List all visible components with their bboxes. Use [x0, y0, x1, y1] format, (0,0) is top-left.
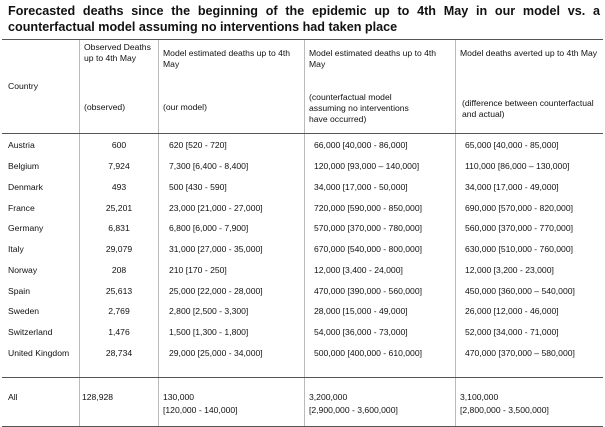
cell-counter: 720,000 [590,000 - 850,000]	[314, 203, 422, 213]
cell-counter: 34,000 [17,000 - 50,000]	[314, 182, 408, 192]
header-model: Model estimated deaths up to 4th May	[163, 48, 291, 69]
cell-counter: 470,000 [390,000 - 560,000]	[314, 286, 422, 296]
cell-observed: 7,924	[108, 161, 130, 171]
total-observed: 128,928	[82, 392, 114, 402]
column-divider	[158, 40, 159, 426]
total-model: 130,000	[163, 392, 195, 402]
cell-model: 2,800 [2,500 - 3,300]	[169, 306, 249, 316]
cell-observed: 25,613	[105, 286, 133, 296]
cell-counter: 28,000 [15,000 - 49,000]	[314, 306, 408, 316]
total-averted-ci: [2,800,000 - 3,500,000]	[460, 405, 549, 415]
cell-country: United Kingdom	[8, 348, 70, 358]
total-counterfactual-ci: [2,900,000 - 3,600,000]	[309, 405, 398, 415]
cell-country: France	[8, 203, 35, 213]
header-counterfactual: Model estimated deaths up to 4th May	[309, 48, 437, 69]
cell-model: 7,300 [6,400 - 8,400]	[169, 161, 249, 171]
cell-averted: 470,000 [370,000 – 580,000]	[465, 348, 575, 358]
header-observed: Observed Deaths up to 4th May	[84, 42, 151, 63]
cell-observed: 25,201	[105, 203, 133, 213]
total-averted: 3,100,000	[460, 392, 499, 402]
cell-model: 210 [170 - 250]	[169, 265, 227, 275]
cell-model: 23,000 [21,000 - 27,000]	[169, 203, 263, 213]
cell-country: Austria	[8, 140, 35, 150]
cell-model: 620 [520 - 720]	[169, 140, 227, 150]
cell-country: Denmark	[8, 182, 43, 192]
header-country: Country	[8, 81, 39, 91]
cell-averted: 12,000 [3,200 - 23,000]	[465, 265, 554, 275]
cell-model: 25,000 [22,000 - 28,000]	[169, 286, 263, 296]
cell-observed: 493	[111, 182, 127, 192]
header-averted: Model deaths averted up to 4th May	[460, 48, 598, 58]
cell-observed: 1,476	[108, 327, 130, 337]
cell-observed: 600	[111, 140, 127, 150]
cell-counter: 54,000 [36,000 - 73,000]	[314, 327, 408, 337]
header-observed-sub: (observed)	[84, 102, 126, 112]
cell-averted: 34,000 [17,000 - 49,000]	[465, 182, 559, 192]
cell-counter: 570,000 [370,000 - 780,000]	[314, 223, 422, 233]
cell-counter: 12,000 [3,400 - 24,000]	[314, 265, 403, 275]
table-title: Forecasted deaths since the beginning of the epidemic up to 4th May in our model vs. a counterfactual model assuming no interventions had taken place	[8, 4, 600, 34]
column-divider	[79, 40, 80, 426]
cell-averted: 560,000 [370,000 - 770,000]	[465, 223, 573, 233]
cell-model: 1,500 [1,300 - 1,800]	[169, 327, 249, 337]
cell-observed: 29,079	[105, 244, 133, 254]
column-divider	[304, 40, 305, 426]
cell-country: Germany	[8, 223, 44, 233]
cell-averted: 65,000 [40,000 - 85,000]	[465, 140, 559, 150]
cell-country: Italy	[8, 244, 24, 254]
total-model-ci: [120,000 - 140,000]	[163, 405, 238, 415]
cell-model: 6,800 [6,000 - 7,900]	[169, 223, 249, 233]
cell-observed: 208	[111, 265, 127, 275]
cell-averted: 26,000 [12,000 - 46,000]	[465, 306, 559, 316]
cell-observed: 2,769	[108, 306, 130, 316]
cell-country: Spain	[8, 286, 30, 296]
total-counterfactual: 3,200,000	[309, 392, 348, 402]
cell-counter: 66,000 [40,000 - 86,000]	[314, 140, 408, 150]
cell-observed: 6,831	[108, 223, 130, 233]
cell-averted: 630,000 [510,000 - 760,000]	[465, 244, 573, 254]
cell-model: 29,000 [25,000 - 34,000]	[169, 348, 263, 358]
cell-averted: 110,000 [86,000 – 130,000]	[465, 161, 570, 171]
cell-model: 500 [430 - 590]	[169, 182, 227, 192]
cell-country: Sweden	[8, 306, 40, 316]
cell-counter: 120,000 [93,000 – 140,000]	[314, 161, 420, 171]
cell-counter: 670,000 [540,000 - 800,000]	[314, 244, 422, 254]
cell-model: 31,000 [27,000 - 35,000]	[169, 244, 263, 254]
cell-averted: 52,000 [34,000 - 71,000]	[465, 327, 559, 337]
column-divider	[455, 40, 456, 426]
total-country: All	[8, 392, 18, 402]
cell-country: Norway	[8, 265, 38, 275]
cell-averted: 690,000 [570,000 - 820,000]	[465, 203, 573, 213]
cell-country: Switzerland	[8, 327, 53, 337]
header-counterfactual-sub: (counterfactual model assuming no interventions have occurred)	[309, 92, 409, 124]
cell-averted: 450,000 [360,000 – 540,000]	[465, 286, 575, 296]
total-rule	[2, 377, 603, 378]
cell-country: Belgium	[8, 161, 40, 171]
cell-observed: 28,734	[105, 348, 133, 358]
header-model-sub: (our model)	[163, 102, 207, 112]
cell-counter: 500,000 [400,000 - 610,000]	[314, 348, 422, 358]
deaths-table	[2, 39, 603, 427]
header-averted-sub: (difference between counterfactual and actual)	[462, 98, 594, 119]
header-rule	[2, 133, 603, 134]
